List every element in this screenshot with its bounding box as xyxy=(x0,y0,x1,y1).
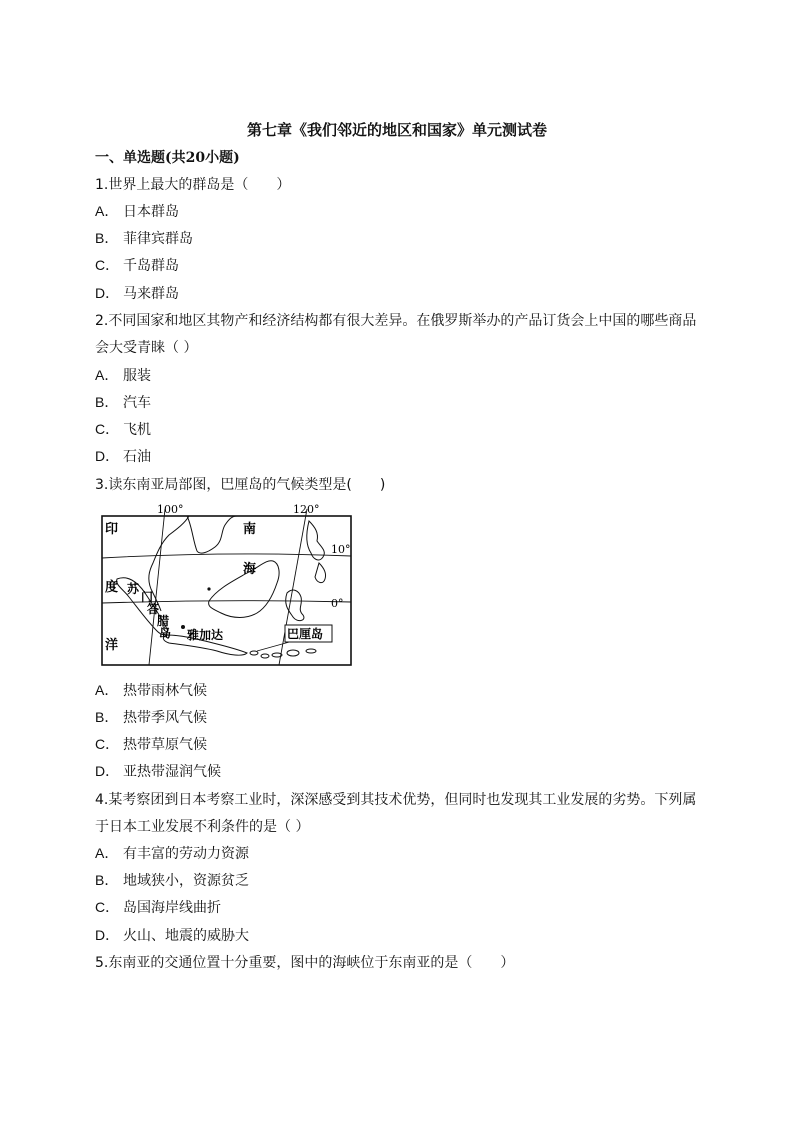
question-1-stem: 1.世界上最大的群岛是（ ） xyxy=(95,177,291,193)
map-label-da: 答 xyxy=(147,602,160,616)
option-letter: A． xyxy=(95,682,119,698)
q4-option-a[interactable] xyxy=(95,843,249,863)
q3-option-c[interactable] xyxy=(95,734,207,754)
q1-option-d[interactable] xyxy=(95,283,179,303)
option-text: 热带季风气候 xyxy=(123,710,207,726)
map-label-du: 度 xyxy=(105,580,119,595)
option-letter: B． xyxy=(95,872,119,888)
map-lon-120: 120° xyxy=(293,503,320,516)
option-text: 马来群岛 xyxy=(123,286,179,302)
option-text: 千岛群岛 xyxy=(123,258,179,274)
option-text: 菲律宾群岛 xyxy=(123,231,193,247)
option-letter: C． xyxy=(95,257,120,273)
map-label-nan: 南 xyxy=(243,522,257,537)
q2-option-c[interactable] xyxy=(95,419,151,439)
option-text: 石油 xyxy=(123,449,151,465)
option-text: 热带雨林气候 xyxy=(123,683,207,699)
map-lat-10: 10° xyxy=(331,543,351,556)
option-text: 汽车 xyxy=(123,395,151,411)
option-text: 有丰富的劳动力资源 xyxy=(123,846,249,862)
q4-option-c[interactable] xyxy=(95,897,221,917)
option-text: 地域狭小，资源贫乏 xyxy=(123,873,249,889)
q2-option-a[interactable] xyxy=(95,365,151,385)
option-letter: D． xyxy=(95,285,120,301)
q1-option-b[interactable] xyxy=(95,228,193,248)
option-letter: B． xyxy=(95,394,119,410)
q4-option-b[interactable] xyxy=(95,870,249,890)
question-3-stem: 3.读东南亚局部图，巴厘岛的气候类型是( ) xyxy=(95,477,386,493)
q1-option-c[interactable] xyxy=(95,255,179,275)
option-letter: A． xyxy=(95,203,119,219)
map-label-la: 腊 xyxy=(157,614,170,628)
q3-option-d[interactable] xyxy=(95,761,221,781)
map-label-jakarta: 雅加达 xyxy=(187,628,224,642)
question-2-stem-line-1: 2.不同国家和地区其物产和经济结构都有很大差异。在俄罗斯举办的产品订货会上中国的哪些商品 xyxy=(95,313,697,329)
option-letter: A． xyxy=(95,845,119,861)
option-letter: B． xyxy=(95,230,119,246)
section-heading: 一、单选题(共20小题) xyxy=(95,150,240,166)
option-letter: D． xyxy=(95,448,120,464)
page-title: 第七章《我们邻近的地区和国家》单元测试卷 xyxy=(246,121,547,139)
question-5-stem: 5.东南亚的交通位置十分重要，图中的海峡位于东南亚的是（ ） xyxy=(95,955,515,971)
option-text: 火山、地震的威胁大 xyxy=(123,928,249,944)
question-4-stem-line-2: 于日本工业发展不利条件的是（ ） xyxy=(95,819,310,835)
map-label-men: 门 xyxy=(141,590,154,604)
option-letter: A． xyxy=(95,367,119,383)
q3-option-b[interactable] xyxy=(95,707,207,727)
map-lon-100: 100° xyxy=(157,503,184,516)
option-text: 飞机 xyxy=(123,422,151,438)
option-letter: D． xyxy=(95,763,120,779)
option-text: 亚热带湿润气候 xyxy=(123,764,221,780)
option-text: 热带草原气候 xyxy=(123,737,207,753)
option-letter: C． xyxy=(95,421,120,437)
question-4-stem-line-1: 4.某考察团到日本考察工业时，深深感受到其技术优势，但同时也发现其工业发展的劣势。下列属 xyxy=(95,792,697,808)
option-letter: B． xyxy=(95,709,119,725)
q2-option-d[interactable] xyxy=(95,446,151,466)
option-text: 岛国海岸线曲折 xyxy=(123,900,221,916)
map-label-yin: 印 xyxy=(105,522,119,537)
map-label-bali: 巴厘岛 xyxy=(287,627,324,641)
option-letter: C． xyxy=(95,899,120,915)
map-label-su: 苏 xyxy=(127,582,140,596)
option-text: 服装 xyxy=(123,368,151,384)
map-label-yang: 洋 xyxy=(105,638,119,653)
q3-option-a[interactable] xyxy=(95,680,207,700)
option-letter: C． xyxy=(95,736,120,752)
map-label-hai: 海 xyxy=(243,562,257,577)
option-text: 日本群岛 xyxy=(123,204,179,220)
option-letter: D． xyxy=(95,927,120,943)
q4-option-d[interactable] xyxy=(95,925,249,945)
southeast-asia-map xyxy=(97,501,359,668)
q2-option-b[interactable] xyxy=(95,392,151,412)
map-label-dao: 岛 xyxy=(159,626,172,640)
question-2-stem-line-2: 会大受青睐（ ） xyxy=(95,340,198,356)
q1-option-a[interactable] xyxy=(95,201,179,221)
map-lat-0: 0° xyxy=(331,597,344,610)
